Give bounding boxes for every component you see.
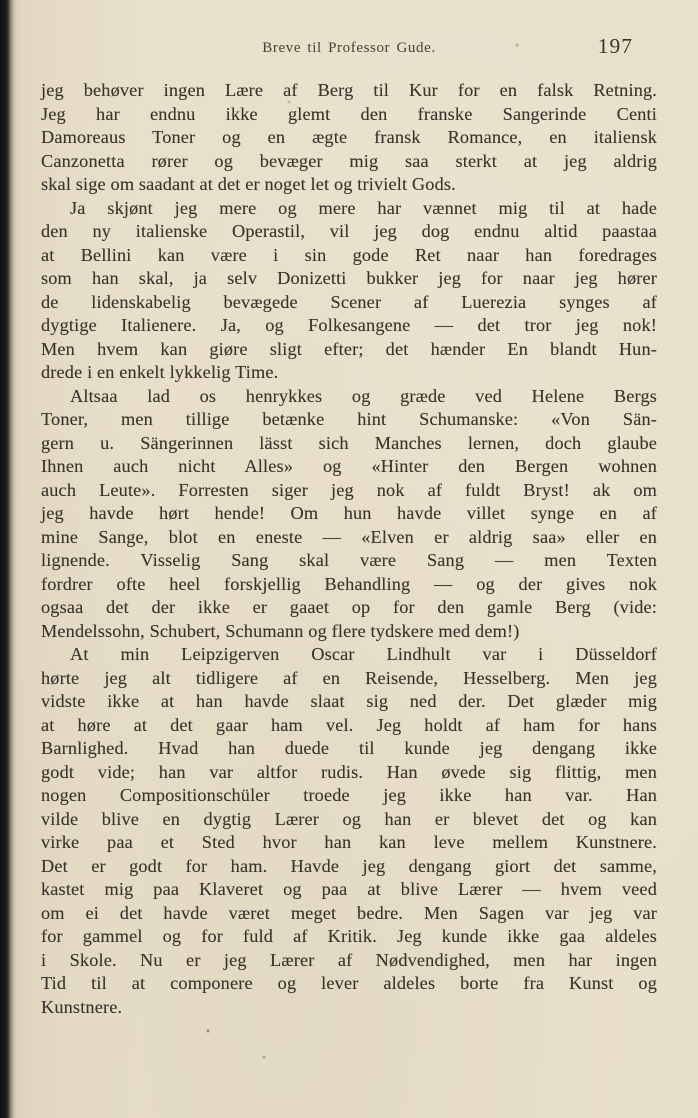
text-line: den ny italienske Operastil, vil jeg dog endnu altid paastaa <box>41 221 657 241</box>
page-number: 197 <box>597 34 633 58</box>
text-line: i Skole. Nu er jeg Lærer af Nødvendighed, men har ingen <box>41 949 657 970</box>
text-line: om ei det havde været meget bedre. Men Sagen var jeg var <box>41 902 657 923</box>
text-line: Damoreaus Toner og en ægte fransk Romance, en italiensk <box>41 127 657 147</box>
text-line: Canzonetta rører og bevæger mig saa sterkt at jeg aldrig <box>41 150 657 171</box>
text-line: Tid til at componere og lever aldeles borte fra Kunst og <box>41 973 657 993</box>
text-line: Jeg har endnu ikke glemt den franske Sangerinde Centi <box>41 103 657 124</box>
text-line: Ihnen auch nicht Alles» og «Hinter den Bergen wohnen <box>41 456 657 476</box>
text-line: gern u. Sängerinnen lässt sich Manches lernen, doch glaube <box>41 432 657 453</box>
text-line: At min Leipzigerven Oscar Lindhult var i Düsseldorf <box>70 644 657 664</box>
text-line: ogsaa det der ikke er gaaet op for den gamle Berg (vide: <box>41 597 657 617</box>
text-line: Ja skjønt jeg mere og mere har vænnet mig til at hade <box>70 197 657 218</box>
text-line: lignende. Visselig Sang skal være Sang — men Texten <box>41 550 657 570</box>
text-line: at Bellini kan være i sin gode Ret naar han foredrages <box>41 244 657 265</box>
text-line: dygtige Italienere. Ja, og Folkesangene — det tror jeg nok! <box>41 315 657 335</box>
text-line: for gammel og for fuld af Kritik. Jeg kunde ikke gaa aldeles <box>41 926 657 946</box>
text-line: vilde blive en dygtig Lærer og han er blevet det og kan <box>41 808 657 829</box>
text-line: kastet mig paa Klaveret og paa at blive Lærer — hvem veed <box>41 879 657 899</box>
text-line: mine Sange, blot en eneste — «Elven er aldrig saa» eller en <box>41 526 657 547</box>
text-line: vidste ikke at han havde slaat sig ned der. Det glæder mig <box>41 691 657 711</box>
paper-specks <box>0 0 2 2</box>
text-line: Barnlighed. Hvad han duede til kunde jeg dengang ikke <box>41 738 657 758</box>
text-line: jeg havde hørt hende! Om hun havde villet synge en af <box>41 503 657 523</box>
text-line: at høre at det gaar ham vel. Jeg holdt af ham for hans <box>41 714 657 735</box>
text-line: drede i en enkelt lykkelig Time. <box>41 362 279 382</box>
text-line: nogen Compositionschüler troede jeg ikke han var. Han <box>41 785 657 805</box>
text-line: skal sige om saadant at det er noget let og trivielt Gods. <box>41 174 456 194</box>
text-line: godt vide; han var altfor rudis. Han øvede sig flittig, men <box>41 761 657 782</box>
text-line: de lidenskabelig bevægede Scener af Luerezia synges af <box>41 291 657 312</box>
text-line: Toner, men tillige betænke hint Schumanske: «Von Sän- <box>41 409 657 429</box>
page-content <box>41 0 657 1118</box>
text-line: Det er godt for ham. Havde jeg dengang giort det samme, <box>41 855 657 876</box>
text-line: som han skal, ja selv Donizetti bukker jeg for naar jeg hører <box>41 268 657 288</box>
text-line: fordrer ofte heel forskjellig Behandling — og der gives nok <box>41 573 657 594</box>
text-line: Kunstnere. <box>41 996 123 1017</box>
running-title: Breve til Professor Gude. <box>262 40 436 56</box>
binding-edge <box>0 0 21 1118</box>
text-line: auch Leute». Forresten siger jeg nok af fuldt Bryst! ak om <box>41 479 657 500</box>
text-line: Altsaa lad os henrykkes og græde ved Helene Bergs <box>70 385 657 406</box>
text-line: virke paa et Sted hvor han kan leve mellem Kunstnere. <box>41 832 657 852</box>
page-header <box>41 36 657 66</box>
text-line: Men hvem kan giøre sligt efter; det hænder En blandt Hun- <box>41 338 657 359</box>
text-line: hørte jeg alt tidligere af en Reisende, Hesselberg. Men jeg <box>41 667 657 688</box>
text-line: jeg behøver ingen Lære af Berg til Kur for en falsk Retning. <box>41 80 657 100</box>
text-line: Mendelssohn, Schubert, Schumann og flere tydskere med dem!) <box>41 620 520 641</box>
letter-text <box>41 79 657 1019</box>
